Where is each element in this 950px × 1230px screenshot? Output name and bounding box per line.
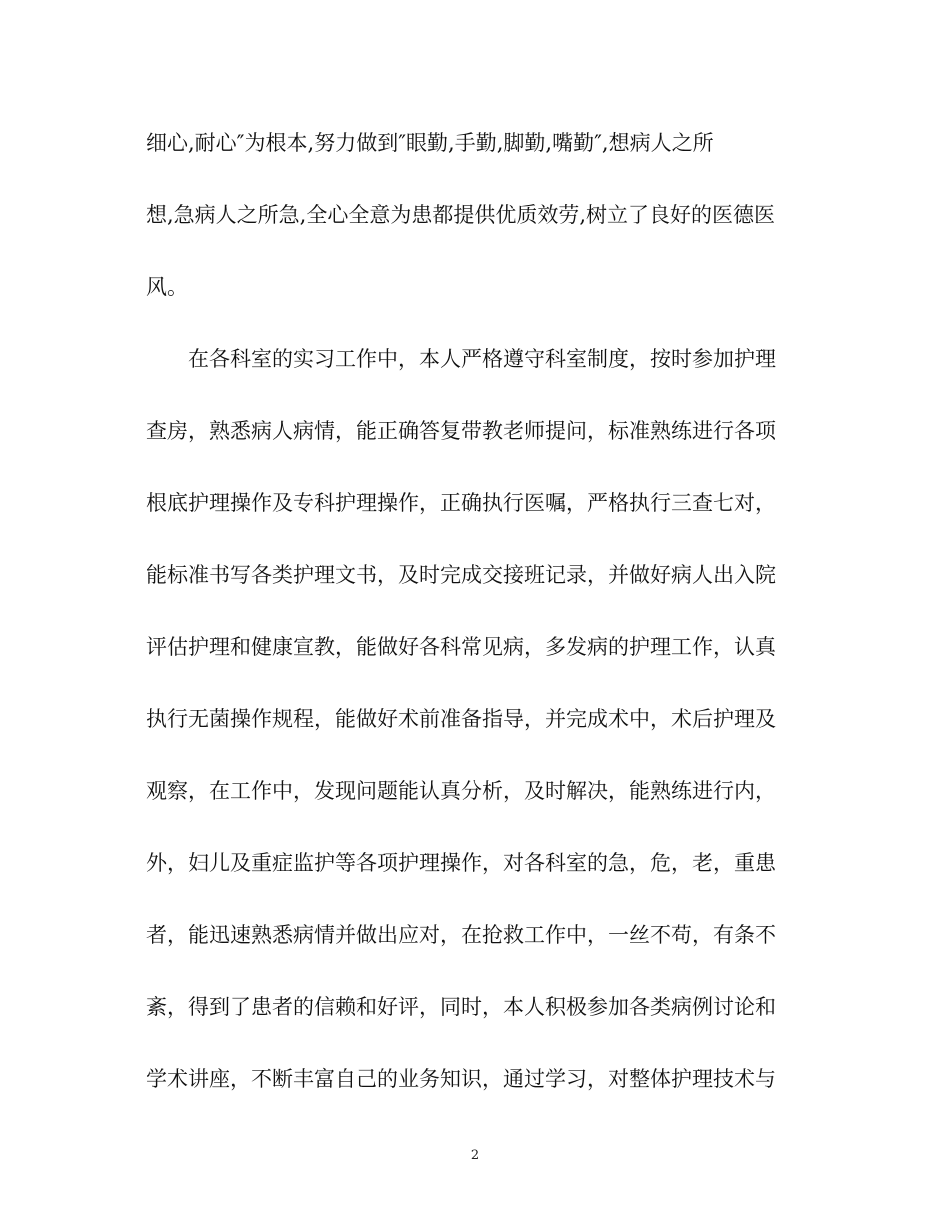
text-line: 评估护理和健康宣教，能做好各科常见病，多发病的护理工作，认真 (146, 635, 776, 659)
text-line: 紊，得到了患者的信赖和好评，同时，本人积极参加各类病例讨论和 (146, 995, 776, 1019)
text-line: 能标准书写各类护理文书，及时完成交接班记录，并做好病人出入院 (146, 563, 776, 587)
page-number: 2 (470, 1148, 480, 1163)
text-line: 根底护理操作及专科护理操作，正确执行医嘱，严格执行三查七对， (146, 491, 776, 515)
text-line: 执行无菌操作规程，能做好术前准备指导，并完成术中，术后护理及 (146, 707, 776, 731)
text-line: 风。 (146, 275, 188, 299)
text-line: 者，能迅速熟悉病情并做出应对，在抢救工作中，一丝不苟，有条不 (146, 923, 776, 947)
text-line: 外，妇儿及重症监护等各项护理操作，对各科室的急，危，老，重患 (146, 851, 776, 875)
text-line: 想,急病人之所急,全心全意为患都提供优质效劳,树立了良好的医德医 (146, 203, 776, 227)
text-line: 学术讲座，不断丰富自己的业务知识，通过学习，对整体护理技术与 (146, 1067, 776, 1091)
text-line: 查房，熟悉病人病情，能正确答复带教老师提问，标准熟练进行各项 (146, 419, 776, 443)
paragraph-first-line: 在各科室的实习工作中，本人严格遵守科室制度，按时参加护理 (188, 347, 776, 371)
text-line: 细心,耐心″为根本,努力做到″眼勤,手勤,脚勤,嘴勤″,想病人之所 (146, 131, 714, 155)
text-line: 观察，在工作中，发现问题能认真分析，及时解决，能熟练进行内， (146, 779, 776, 803)
